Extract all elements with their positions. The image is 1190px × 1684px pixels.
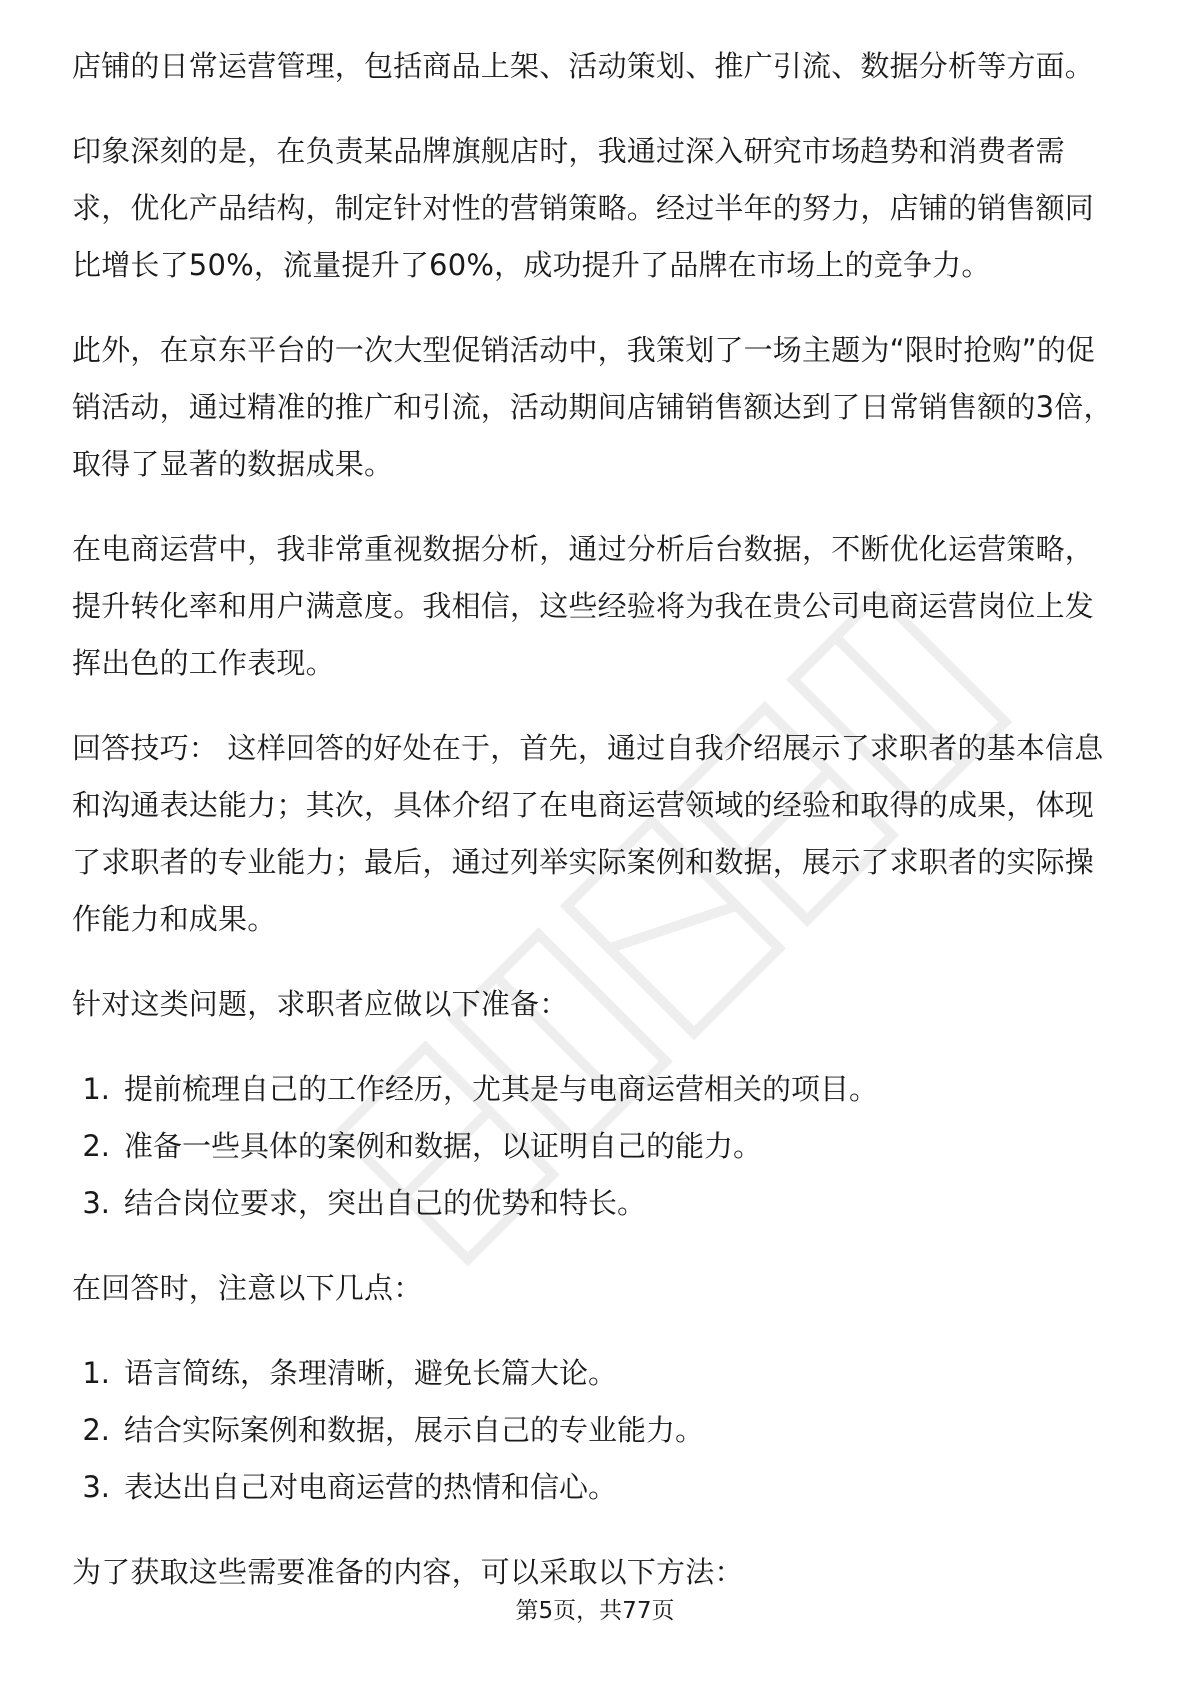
- list-number: 1.: [82, 1072, 110, 1106]
- list-item: [72, 1175, 1122, 1232]
- list-text: 结合实际案例和数据，展示自己的专业能力。: [124, 1413, 705, 1447]
- list-text: 语言简练，条理清晰，避免长篇大论。: [124, 1356, 618, 1390]
- prep-list: [72, 1061, 1122, 1232]
- prep-intro: 针对这类问题，求职者应做以下准备：: [72, 987, 569, 1021]
- paragraph-jd-promotion: 此外，在京东平台的一次大型促销活动中，我策划了一场主题为“限时抢购”的促销活动，通过精准的推广和引流，活动期间店铺销售额达到了日常销售额的3倍，取得了显著的数据成果。: [72, 333, 1113, 481]
- notes-list: [72, 1345, 1122, 1516]
- list-number: 2.: [82, 1129, 110, 1163]
- list-text: 提前梳理自己的工作经历，尤其是与电商运营相关的项目。: [124, 1072, 879, 1106]
- notes-intro: 在回答时，注意以下几点：: [72, 1271, 423, 1305]
- list-item: [72, 1345, 1122, 1402]
- list-number: 1.: [82, 1356, 110, 1390]
- list-item: [72, 1459, 1122, 1516]
- list-item: [72, 1061, 1122, 1118]
- document-body: [72, 38, 1122, 1629]
- methods-intro: 为了获取这些需要准备的内容，可以采取以下方法：: [72, 1555, 744, 1589]
- list-number: 3.: [82, 1470, 110, 1504]
- list-text: 表达出自己对电商运营的热情和信心。: [124, 1470, 618, 1504]
- paragraph-flagship-store: 印象深刻的是，在负责某品牌旗舰店时，我通过深入研究市场趋势和消费者需求，优化产品结构，制定针对性的营销策略。经过半年的努力，店铺的销售额同比增长了50%，流量提升了60%，成功提升了品牌在市场上的竞争力。: [72, 134, 1095, 282]
- list-number: 2.: [82, 1413, 110, 1447]
- list-text: 准备一些具体的案例和数据，以证明自己的能力。: [124, 1129, 763, 1163]
- paragraph-data-analysis: 在电商运营中，我非常重视数据分析，通过分析后台数据，不断优化运营策略，提升转化率和用户满意度。我相信，这些经验将为我在贵公司电商运营岗位上发挥出色的工作表现。: [72, 532, 1095, 680]
- list-item: [72, 1118, 1122, 1175]
- list-text: 结合岗位要求，突出自己的优势和特长。: [124, 1186, 647, 1220]
- list-number: 3.: [82, 1186, 110, 1220]
- paragraph-store-management: 店铺的日常运营管理，包括商品上架、活动策划、推广引流、数据分析等方面。: [72, 49, 1095, 83]
- list-item: [72, 1402, 1122, 1459]
- paragraph-answer-tips: 回答技巧： 这样回答的好处在于，首先，通过自我介绍展示了求职者的基本信息和沟通表达能力；其次，具体介绍了在电商运营领域的经验和取得的成果，体现了求职者的专业能力；最后，通过列举实际案例和数据，展示了求职者的实际操作能力和成果。: [72, 731, 1104, 936]
- page-number-footer: 第5页，共77页: [515, 1598, 675, 1624]
